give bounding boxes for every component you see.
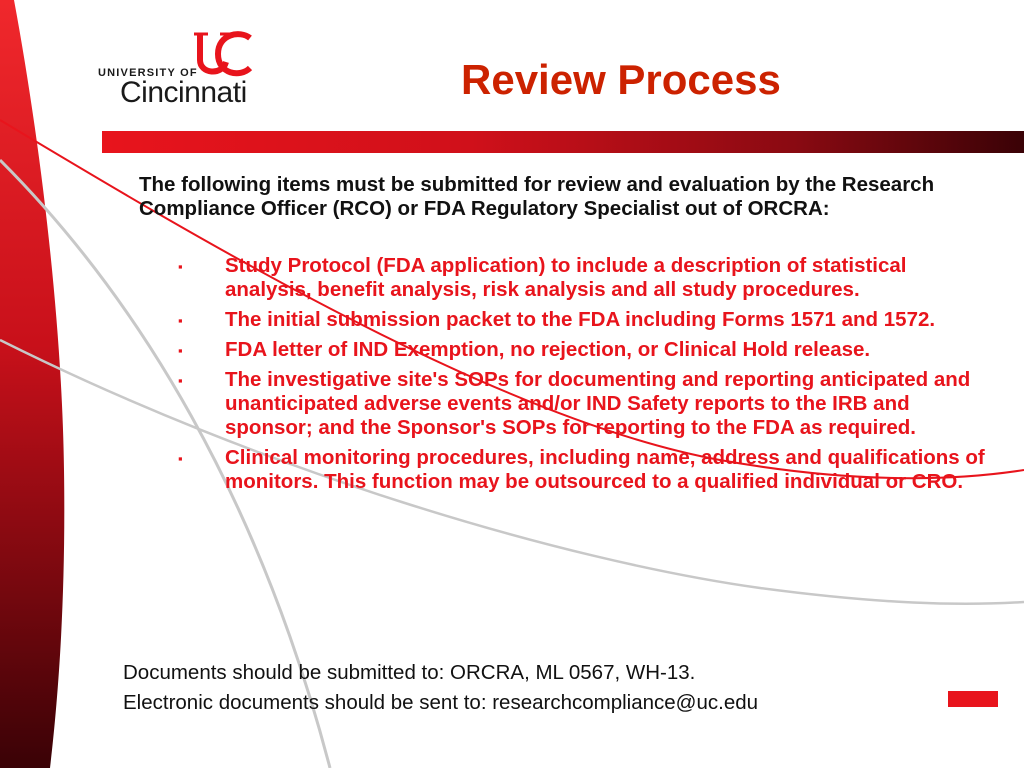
- list-item: ▪ The initial submission packet to the FDA including Forms 1571 and 1572.: [178, 308, 936, 331]
- red-accent-block: [948, 691, 998, 707]
- requirements-list: [175, 254, 995, 500]
- uc-monogram-icon: [192, 30, 254, 80]
- list-item: ▪ Clinical monitoring procedures, including name, address and qualifications of monitors. This function may be outsourced to a qualified individual or CRO.: [178, 446, 985, 493]
- submission-address: Documents should be submitted to: ORCRA, ML 0567, WH-13.: [123, 661, 696, 684]
- title-gradient-bar: [102, 131, 1024, 153]
- bullet-square-icon: ▪: [178, 451, 183, 466]
- logo-cincinnati: Cincinnati: [120, 76, 247, 109]
- bullet-square-icon: ▪: [178, 373, 183, 388]
- submission-email: Electronic documents should be sent to: researchcompliance@uc.edu: [123, 691, 759, 714]
- list-item: ▪ FDA letter of IND Exemption, no rejection, or Clinical Hold release.: [178, 338, 871, 361]
- submission-info: [123, 658, 758, 718]
- bullet-square-icon: ▪: [178, 313, 183, 328]
- bullet-square-icon: ▪: [178, 343, 183, 358]
- intro-paragraph: The following items must be submitted for review and evaluation by the Research Compliance Officer (RCO) or FDA Regulatory Specialist out of ORCRA:: [139, 173, 935, 220]
- page-title: Review Process: [461, 56, 781, 103]
- logo-university-of: UNIVERSITY OF: [98, 67, 198, 79]
- list-item: ▪ The investigative site's SOPs for documenting and reporting anticipated and unanticipated adverse events and/or IND Safety reports to the IRB and sponsor; and the Sponsor's SOPs for reporting to the FDA as required.: [178, 368, 971, 439]
- list-item: ▪ Study Protocol (FDA application) to include a description of statistical analysis, benefit analysis, risk analysis and all study procedures.: [178, 254, 907, 301]
- bullet-square-icon: ▪: [178, 259, 183, 274]
- left-red-sidebar: [0, 0, 66, 768]
- university-logo: [98, 30, 273, 110]
